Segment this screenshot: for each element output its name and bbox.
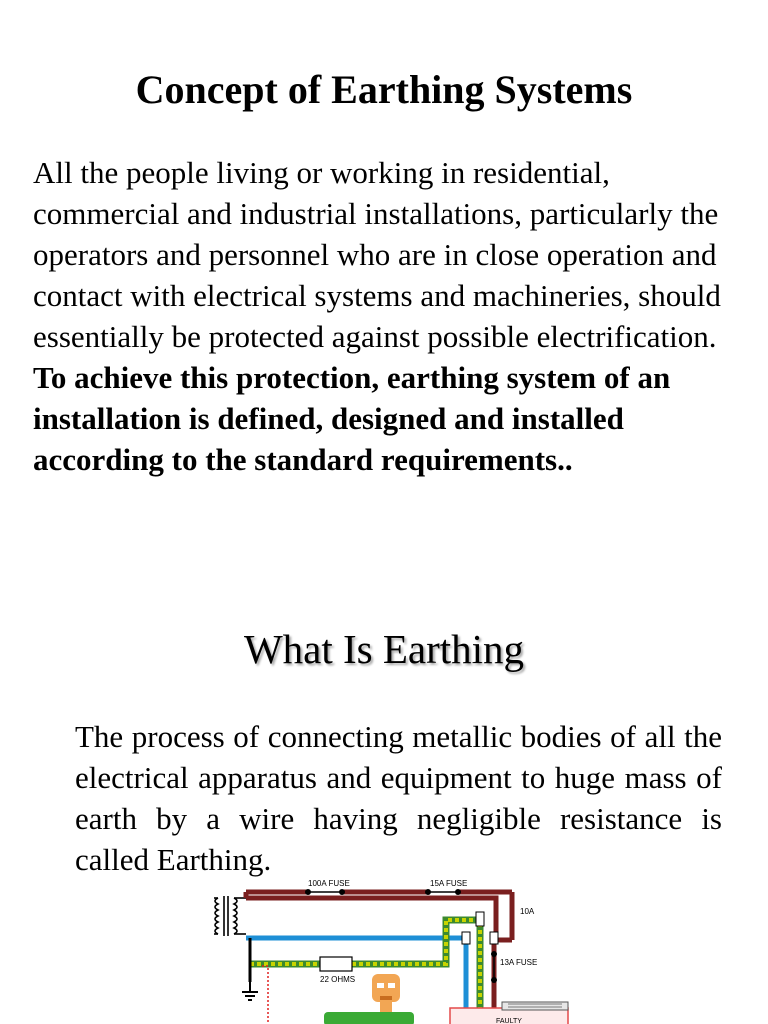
label-faulty: FAULTY — [496, 1018, 522, 1024]
label-resistance: 22 OHMS — [320, 975, 356, 984]
intro-text-bold: To achieve this protection, earthing system of an installation is defined, designed and installed according to the standard requirements.. — [33, 360, 671, 477]
label-fuse-100a: 100A FUSE — [308, 879, 350, 888]
label-fuse-13a: 13A FUSE — [500, 958, 538, 967]
slide-title: Concept of Earthing Systems — [135, 67, 633, 112]
intro-paragraph — [33, 152, 748, 480]
fault-current-path — [262, 966, 268, 1024]
section-title: What Is Earthing — [243, 626, 525, 672]
label-current-10a: 10A — [520, 907, 535, 916]
transformer-icon — [214, 896, 246, 936]
neutral-wire — [246, 938, 466, 1024]
terminal-block-icon — [462, 932, 470, 944]
fuse-100a-icon — [305, 889, 345, 895]
fuse-15a-icon — [425, 889, 461, 895]
terminal-block-icon — [476, 912, 484, 926]
ground-icon — [242, 982, 258, 1000]
intro-text-regular: All the people living or working in residential, commercial and industrial installations, particularly the operators and personnel who are in close operation and contact with electrical systems and machineries, should essentially be protected against possible electrification. — [33, 155, 721, 354]
definition-paragraph: The process of connecting metallic bodies of all the electrical apparatus and equipment to huge mass of earth by a wire having negligible resistance is called Earthing. — [75, 719, 722, 877]
live-wire — [246, 892, 512, 1024]
terminal-block-icon — [490, 932, 498, 944]
label-fuse-15a: 15A FUSE — [430, 879, 468, 888]
earthing-circuit-diagram — [200, 870, 580, 1024]
resistor-icon — [320, 957, 352, 971]
